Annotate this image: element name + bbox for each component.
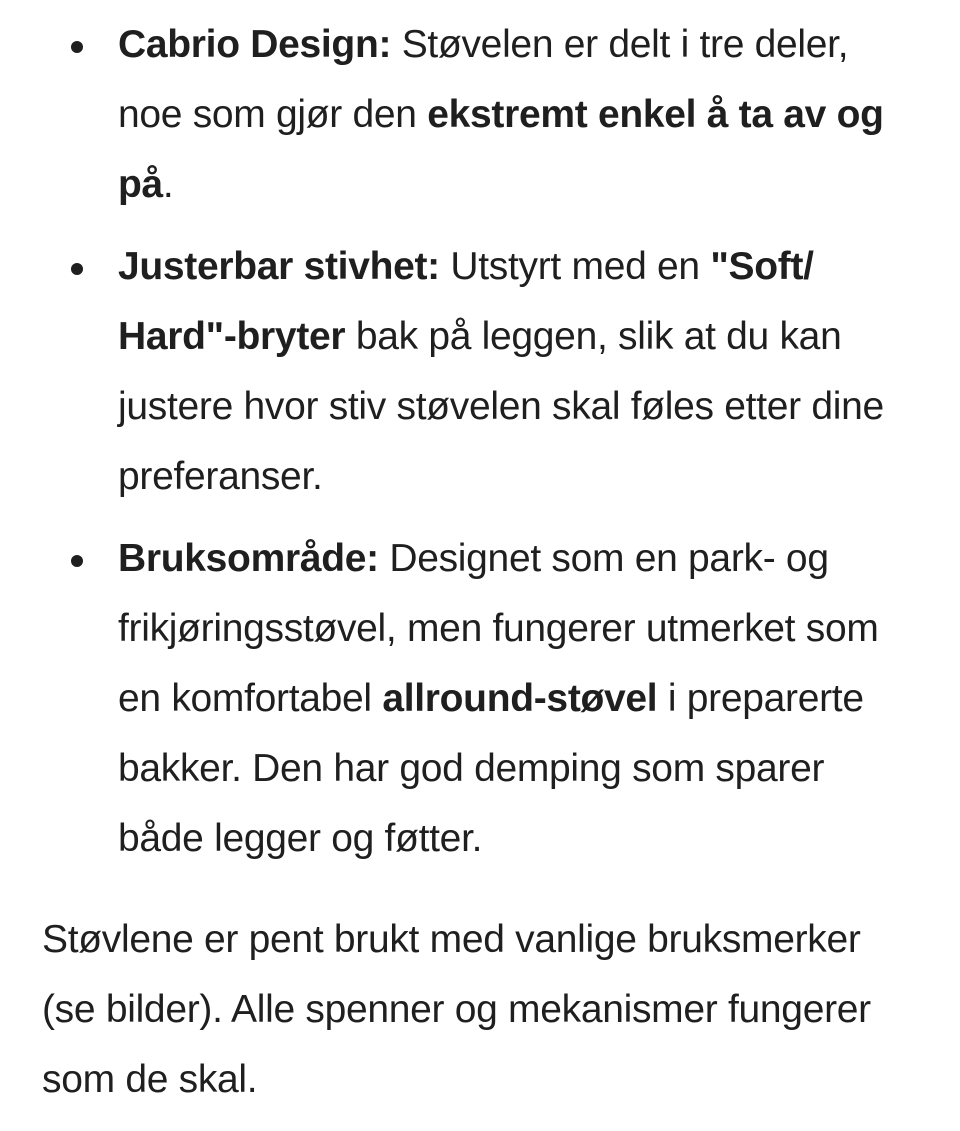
- feature-highlight: "Soft/ Hard"-bryter: [118, 245, 814, 358]
- feature-text: i preparerte bakker. Den har god demping som sparer både legger og føtter.: [118, 677, 864, 860]
- feature-text: Designet som en park- og frikjøringsstøvel, men fungerer utmerket som en komfortabel: [118, 537, 879, 720]
- feature-list: [0, 10, 960, 874]
- feature-text: Støvelen er delt i tre deler, noe som gjør den: [118, 23, 849, 136]
- feature-text: Utstyrt med en: [439, 245, 711, 288]
- condition-summary: Støvlene er pent brukt med vanlige bruksmerker (se bilder). Alle spenner og mekanismer fungerer som de skal.: [42, 918, 871, 1101]
- feature-cabrio-design: [0, 10, 960, 220]
- feature-text: .: [162, 163, 174, 206]
- feature-title: Cabrio Design:: [118, 23, 392, 66]
- feature-adjustable-stiffness: [0, 232, 960, 512]
- bullet-dot-icon: [71, 263, 83, 275]
- bullet-dot-icon: [71, 41, 83, 53]
- bullet-dot-icon: [71, 555, 83, 567]
- feature-highlight: allround-støvel: [382, 677, 658, 720]
- feature-highlight: ekstremt enkel å ta av og på: [118, 93, 884, 206]
- feature-text: bak på leggen, slik at du kan justere hvor stiv støvelen skal føles etter dine preferanser.: [118, 315, 884, 498]
- feature-title: Bruksområde:: [118, 537, 379, 580]
- feature-usage-area: [0, 524, 960, 874]
- feature-title: Justerbar stivhet:: [118, 245, 440, 288]
